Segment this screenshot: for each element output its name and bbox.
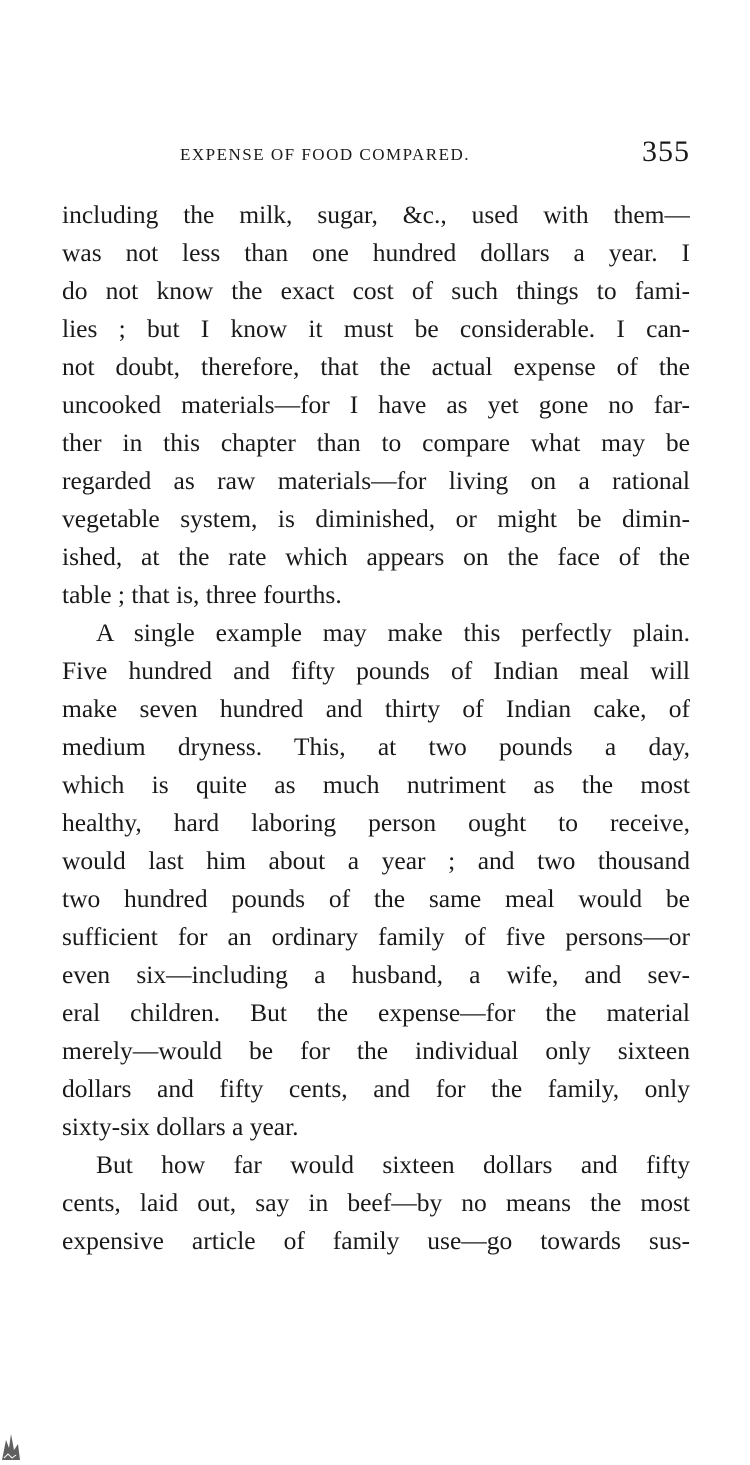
text-line: sufficient for an ordinary family of five persons—or (62, 922, 690, 951)
text-line: vegetable system, is diminished, or might be dimin- (62, 504, 690, 533)
running-head (62, 135, 690, 175)
paragraph (62, 1146, 690, 1260)
running-title: EXPENSE OF FOOD COMPARED. (180, 145, 471, 164)
text-line: sixty-six dollars a year. (62, 1112, 299, 1141)
page-number: 355 (642, 135, 690, 168)
text-line: which is quite as much nutriment as the most (62, 770, 690, 799)
text-line: table ; that is, three fourths. (62, 580, 342, 609)
text-line: not doubt, therefore, that the actual expense of the (62, 352, 690, 381)
body-text (62, 196, 690, 1260)
text-line: including the milk, sugar, &c., used with them— (62, 200, 690, 229)
text-line: make seven hundred and thirty of Indian cake, of (62, 694, 690, 723)
text-line: Five hundred and fifty pounds of Indian meal will (62, 656, 690, 685)
text-line: healthy, hard laboring person ought to receive, (62, 808, 690, 837)
print-speck-mark (0, 1428, 22, 1462)
text-line: regarded as raw materials—for living on a rational (62, 466, 690, 495)
text-line: do not know the exact cost of such things to fami- (62, 276, 690, 305)
text-line: was not less than one hundred dollars a year. I (62, 238, 690, 267)
paragraph (62, 614, 690, 1146)
text-line: cents, laid out, say in beef—by no means the most (62, 1188, 690, 1217)
text-line: expensive article of family use—go towards sus- (62, 1226, 690, 1255)
text-line: eral children. But the expense—for the material (62, 998, 690, 1027)
text-line: merely—would be for the individual only sixteen (62, 1036, 690, 1065)
text-line: uncooked materials—for I have as yet gone no far- (62, 390, 690, 419)
text-line: A single example may make this perfectly plain. (96, 618, 690, 647)
text-line: ished, at the rate which appears on the face of the (62, 542, 690, 571)
text-line: even six—including a husband, a wife, and sev- (62, 960, 690, 989)
text-line: would last him about a year ; and two thousand (62, 846, 690, 875)
text-line: two hundred pounds of the same meal would be (62, 884, 690, 913)
paragraph (62, 196, 690, 614)
text-line: dollars and fifty cents, and for the family, only (62, 1074, 690, 1103)
text-line: ther in this chapter than to compare what may be (62, 428, 690, 457)
text-line: medium dryness. This, at two pounds a day, (62, 732, 690, 761)
text-line: But how far would sixteen dollars and fifty (96, 1150, 690, 1179)
text-line: lies ; but I know it must be considerable. I can- (62, 314, 690, 343)
